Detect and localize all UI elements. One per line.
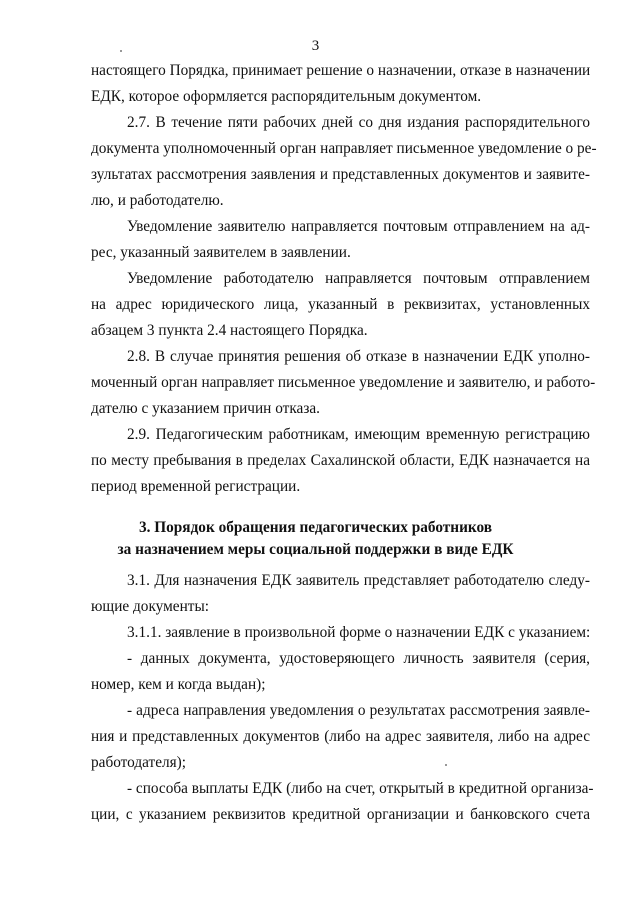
text-line: ющие документы:	[91, 598, 209, 615]
text-line: работодателя);	[91, 754, 187, 771]
text-line: дателю с указанием причин отказа.	[91, 400, 320, 417]
text-line: ции, с указанием реквизитов кредитной организации и банковского счета	[91, 806, 590, 823]
text-line: зультатах рассмотрения заявления и представленных документов и заявите-	[91, 166, 590, 183]
text-line: Уведомление работодателю направляется почтовым отправлением	[127, 270, 590, 287]
text-line: 2.9. Педагогическим работникам, имеющим временную регистрацию	[127, 426, 590, 443]
text-line: - адреса направления уведомления о результатах рассмотрения заявле-	[127, 702, 590, 719]
text-line: по месту пребывания в пределах Сахалинской области, ЕДК назначается на	[91, 452, 590, 469]
section-heading: 3. Порядок обращения педагогических работников	[138, 519, 493, 536]
text-line: настоящего Порядка, принимает решение о назначении, отказе в назначении	[91, 62, 591, 79]
text-line: ЕДК, которое оформляется распорядительным документом.	[91, 88, 482, 105]
text-line: - способа выплаты ЕДК (либо на счет, открытый в кредитной организа-	[127, 780, 594, 797]
text-line: 2.7. В течение пяти рабочих дней со дня издания распорядительного	[127, 114, 590, 131]
text-line: номер, кем и когда выдан);	[91, 676, 266, 693]
text-line: документа уполномоченный орган направляет письменное уведомление о ре-	[91, 140, 597, 157]
text-line: на адрес юридического лица, указанный в реквизитах, установленных	[91, 296, 590, 313]
text-line: период временной регистрации.	[91, 478, 301, 495]
text-line: рес, указанный заявителем в заявлении.	[91, 244, 351, 261]
text-line: 3.1.1. заявление в произвольной форме о назначении ЕДК с указанием:	[127, 624, 591, 641]
text-line: абзацем 3 пункта 2.4 настоящего Порядка.	[91, 322, 368, 339]
text-line: Уведомление заявителю направляется почтовым отправлением на ад-	[127, 218, 590, 235]
text-line: ния и представленных документов (либо на адрес заявителя, либо на адрес	[91, 728, 590, 745]
scan-speck	[445, 764, 447, 766]
scan-speck	[120, 50, 122, 52]
text-line: 3.1. Для назначения ЕДК заявитель представляет работодателю следу-	[127, 572, 590, 589]
page-number: 3	[311, 38, 320, 54]
text-line: лю, и работодателю.	[91, 192, 224, 209]
text-line: - данных документа, удостоверяющего личность заявителя (серия,	[127, 650, 590, 667]
section-heading: за назначением меры социальной поддержки в виде ЕДК	[117, 541, 514, 558]
text-line: моченный орган направляет письменное уведомление и заявителю, и работо-	[91, 374, 596, 391]
text-line: 2.8. В случае принятия решения об отказе в назначении ЕДК уполно-	[127, 348, 590, 365]
